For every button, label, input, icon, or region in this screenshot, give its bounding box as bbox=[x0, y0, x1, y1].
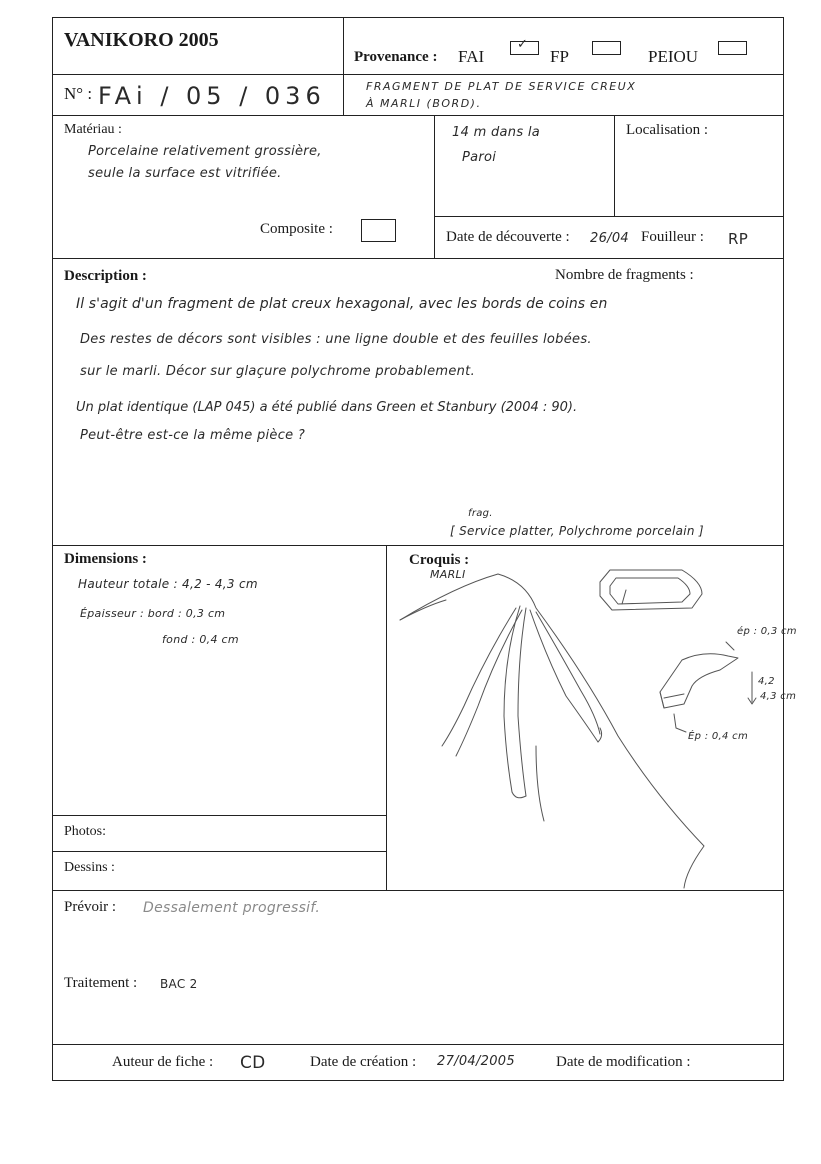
rule bbox=[52, 890, 784, 891]
thickness-arrow bbox=[726, 642, 734, 650]
sketch-label: Croquis : bbox=[409, 552, 470, 568]
leaf-lobe bbox=[536, 612, 600, 734]
rule bbox=[434, 216, 784, 217]
material-line1: Porcelaine relativement grossière, bbox=[88, 144, 322, 159]
plan-value: Dessalement progressif. bbox=[143, 900, 321, 916]
provenance-option-peiou-label: PEIOU bbox=[648, 47, 699, 66]
provenance-option-peiou-checkbox[interactable] bbox=[718, 41, 747, 55]
rule bbox=[52, 258, 784, 259]
excavator-value[interactable]: RP bbox=[728, 230, 749, 248]
fragments-count-label: Nombre de fragments : bbox=[555, 267, 694, 283]
description-line: Un plat identique (LAP 045) a été publié dans Green et Stanbury (2004 : 90). bbox=[76, 400, 578, 415]
description-line: Des restes de décors sont visibles : une ligne double et des feuilles lobées. bbox=[80, 332, 592, 347]
number-label: N° : bbox=[64, 84, 93, 103]
sketch-height-2: 4,3 cm bbox=[760, 691, 797, 702]
sketch-ep-top: ép : 0,3 cm bbox=[737, 626, 797, 637]
check-mark-icon: ✓ bbox=[517, 37, 529, 52]
provenance-option-fp-checkbox[interactable] bbox=[592, 41, 621, 55]
plate-sketch bbox=[610, 578, 690, 604]
drawings-label: Dessins : bbox=[64, 860, 115, 875]
provenance-label: Provenance : bbox=[354, 49, 438, 65]
rule bbox=[343, 17, 344, 115]
rule bbox=[52, 115, 784, 116]
sketch-drawing bbox=[386, 546, 784, 890]
leaf-lobe bbox=[518, 608, 526, 796]
thickness-bottom-value: fond : 0,4 cm bbox=[162, 633, 239, 646]
plan-label: Prévoir : bbox=[64, 899, 117, 915]
section-profile bbox=[664, 694, 684, 698]
depth-line1: 14 m dans la bbox=[452, 125, 541, 140]
leaf-lobe bbox=[512, 792, 526, 798]
material-label: Matériau : bbox=[64, 122, 122, 137]
author-label: Auteur de fiche : bbox=[112, 1054, 214, 1070]
creation-date-label: Date de création : bbox=[310, 1054, 417, 1070]
discovery-date-label: Date de découverte : bbox=[446, 229, 570, 245]
discovery-date-value[interactable]: 26/04 bbox=[590, 231, 629, 246]
height-value: Hauteur totale : 4,2 - 4,3 cm bbox=[78, 577, 258, 591]
leaf-lobe bbox=[530, 610, 598, 742]
rule bbox=[52, 74, 784, 75]
rule bbox=[52, 815, 386, 816]
modification-date-label: Date de modification : bbox=[556, 1054, 691, 1070]
treatment-label: Traitement : bbox=[64, 975, 138, 991]
keyword-tag-small: frag. bbox=[468, 508, 493, 519]
rule bbox=[52, 1044, 784, 1045]
photos-label: Photos: bbox=[64, 824, 107, 839]
thickness-arrow bbox=[674, 714, 686, 732]
creation-date-value[interactable]: 27/04/2005 bbox=[437, 1054, 515, 1069]
sketch-ep-bottom: Ép : 0,4 cm bbox=[688, 731, 749, 742]
leaf-lobe bbox=[456, 610, 522, 756]
treatment-value: BAC 2 bbox=[160, 977, 198, 991]
depth-line2: Paroi bbox=[462, 150, 497, 165]
description-line: Peut-être est-ce la même pièce ? bbox=[80, 428, 306, 443]
fragment-outline bbox=[400, 574, 704, 888]
section-profile bbox=[660, 654, 738, 708]
provenance-option-fp-label: FP bbox=[550, 47, 569, 66]
rule bbox=[434, 115, 435, 258]
material-line2: seule la surface est vitrifiée. bbox=[88, 166, 282, 181]
number-value[interactable]: FAi / 05 / 036 bbox=[98, 82, 326, 110]
rule bbox=[614, 115, 615, 216]
composite-checkbox[interactable] bbox=[361, 219, 396, 242]
sheet-title: VANIKORO 2005 bbox=[64, 29, 219, 51]
location-label: Localisation : bbox=[626, 122, 709, 138]
sketch-height-1: 4,2 bbox=[758, 676, 775, 687]
fragment-outline bbox=[400, 600, 446, 620]
object-name-line1: FRAGMENT DE PLAT DE SERVICE CREUX bbox=[366, 80, 637, 93]
leaf-lobe bbox=[536, 746, 544, 821]
keyword-tag: [ Service platter, Polychrome porcelain ] bbox=[450, 524, 704, 538]
composite-label: Composite : bbox=[260, 221, 333, 237]
excavator-label: Fouilleur : bbox=[641, 229, 704, 245]
section-profile bbox=[660, 692, 664, 708]
description-line: sur le marli. Décor sur glaçure polychrome probablement. bbox=[80, 364, 476, 379]
author-value[interactable]: CD bbox=[240, 1053, 266, 1073]
leaf-lobe bbox=[504, 606, 520, 792]
object-name-line2: À MARLI (BORD). bbox=[366, 97, 482, 110]
sketch-marli-label: MARLI bbox=[430, 568, 466, 581]
plate-sketch bbox=[622, 590, 626, 604]
thickness-edge-value: Épaisseur : bord : 0,3 cm bbox=[80, 607, 226, 620]
plate-sketch bbox=[600, 570, 702, 610]
description-line: Il s'agit d'un fragment de plat creux hexagonal, avec les bords de coins en bbox=[76, 296, 608, 312]
provenance-option-fai-checkbox[interactable] bbox=[510, 37, 539, 55]
provenance-option-fai-label: FAI bbox=[458, 47, 485, 66]
dimensions-label: Dimensions : bbox=[64, 551, 147, 567]
description-label: Description : bbox=[64, 268, 147, 284]
rule bbox=[52, 851, 386, 852]
